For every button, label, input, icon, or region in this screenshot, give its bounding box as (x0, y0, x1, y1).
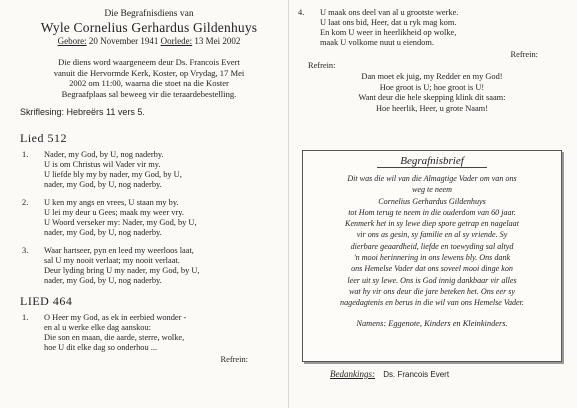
letter-line: ons Hemelse Vader dat ons soveel mooi dinge kon (351, 264, 513, 274)
verse-line: U is om Christus wil Vader vir my. (44, 160, 161, 169)
verse-line: O Heer my God, as ek in eerbied wonder - (44, 313, 187, 322)
refrain-label: Refrein: (220, 355, 248, 364)
refrain-line: Dan moet ek juig, my Redder en my God! (361, 72, 503, 81)
letter-line: 'n mooi herinnering in ons lewens bly. Ons dank (353, 253, 511, 263)
hymn-verse (20, 313, 278, 353)
letter-line: leer uit sy lewe. Ons is God innig dankbaar vir alles (347, 275, 517, 285)
letter-line: dierbare geaardheid, liefde en toewyding sal altyd (350, 241, 514, 251)
verse-line: U liefde bly my by nader, my God, by U, (44, 170, 182, 179)
refrain-line: Hoe groot is U; hoe groot is U! (379, 82, 485, 92)
letter-line: nagedagtenis en berus in die wil van ons Hemelse Vader. (340, 298, 524, 308)
died-date: 13 Mei 2002 (194, 36, 241, 46)
refrain-line: Hoe heerlik, Heer, u grote Naam! (376, 103, 488, 113)
dates-line (20, 35, 278, 47)
funeral-letter-box (302, 150, 562, 362)
verse-line: nader, my God, by U, nog naderby. (44, 276, 162, 285)
right-panel (296, 8, 568, 114)
verse-line: U Woord verseker my: Nader, my God, by U, (44, 218, 197, 227)
service-description (20, 57, 278, 99)
thanks-label: Bedankings: (330, 369, 375, 379)
verse-line: U lei my deur u Gees; maak my weer vry. (44, 208, 184, 217)
thanks-name: Ds. Francois Evert (383, 370, 450, 379)
refrain-line: Want deur die hele skepping klink dit saam: (358, 93, 506, 102)
hymn-verse (20, 150, 278, 190)
letter-line: wat hy vir ons deur die jare beteken het. Ons eer sy (348, 286, 516, 296)
verse-line: nader, my God, by U, nog naderby. (44, 228, 162, 237)
verse-number: 2. (22, 198, 29, 207)
letter-line: vir ons as gesin, sy familie en al sy vriende. Sy (356, 230, 508, 240)
page-fold (288, 0, 289, 408)
hymn-verse (20, 198, 278, 238)
verse-line: Waar hartseer, pyn en leed my weerloos laat, (44, 246, 194, 255)
letter-body (303, 168, 561, 309)
born-date: 20 November 1941 (88, 36, 159, 46)
letter-line: Cornelius Gerhardus Gildenhuys (378, 196, 486, 206)
verse-line: Nader, my God, by U, nog naderby. (44, 150, 164, 159)
verse-line: En kom U weer in heerlikheid op wolke, (320, 28, 457, 37)
verse-line: Deur lyding bring U my nader, my God, by U, (44, 266, 200, 275)
letter-line: weg te neem (411, 185, 452, 195)
deceased-name: Wyle Cornelius Gerhardus Gildenhuys (40, 20, 258, 35)
letter-line: Kenmerk het in sy lewe diep spore getrap en nagelaat (345, 219, 519, 229)
verse-number: 3. (22, 246, 29, 255)
died-label: Oorlede: (160, 36, 193, 46)
verse-line: maak U volkome nuut u eiendom. (320, 38, 434, 47)
refrain-label: Refrein: (510, 50, 538, 59)
letter-line: tot Hom terug te neem in die ouderdom van 60 jaar. (348, 207, 516, 217)
letter-signoff: Namens: Eggenote, Kinders en Kleinkinders. (356, 318, 508, 328)
refrain-label: Refrein: (308, 61, 336, 70)
hymn-title: Lied 512 (20, 131, 67, 145)
verse-line: U ken my angs en vrees, U staan my by. (44, 198, 179, 207)
verse-line: sal U my nooit verlaat; my nooit verlaat. (44, 256, 180, 265)
service-line: Begraafplaas sal beweeg vir die teraardebestelling. (61, 88, 237, 99)
header-intro: Die Begrafnisdiens van (104, 9, 194, 19)
letter-line: Dit was die wil van die Almagtige Vader om van ons (347, 174, 517, 183)
hymn-verse (296, 8, 568, 48)
hymn-title: LIED 464 (20, 294, 73, 308)
verse-number: 1. (22, 150, 29, 159)
hymn-verse (20, 246, 278, 286)
service-line: 2002 om 11:00, waarna die stoet na die Koster (69, 78, 229, 88)
verse-line: U laat ons bid, Heer, dat u ryk mag kom. (320, 18, 457, 27)
verse-line: en al u werke elke dag aanskou: (44, 323, 151, 332)
service-line: vanuit die Hervormde Kerk, Koster, op Vrydag, 17 Mei (53, 67, 245, 78)
verse-line: nader, my God, by U, nog naderby. (44, 180, 162, 189)
service-line: Die diens word waargeneem deur Ds. Francois Evert (58, 57, 240, 67)
verse-number: 4. (298, 8, 305, 17)
refrain-text (296, 72, 568, 114)
verse-line: U maak ons deel van al u grootste werke. (320, 8, 459, 17)
left-panel (20, 8, 278, 364)
verse-number: 1. (22, 313, 29, 322)
letter-title: Begrafnisbrief (377, 155, 487, 168)
verse-line: hoe U dit elke dag so onderhou ... (44, 343, 158, 352)
born-label: Gebore: (57, 36, 87, 46)
thanks-line (330, 369, 449, 379)
scripture-reading: Skriflesing: Hebreërs 11 vers 5. (20, 107, 145, 117)
verse-line: Die son en maan, die aarde, sterre, wolke, (44, 333, 185, 342)
